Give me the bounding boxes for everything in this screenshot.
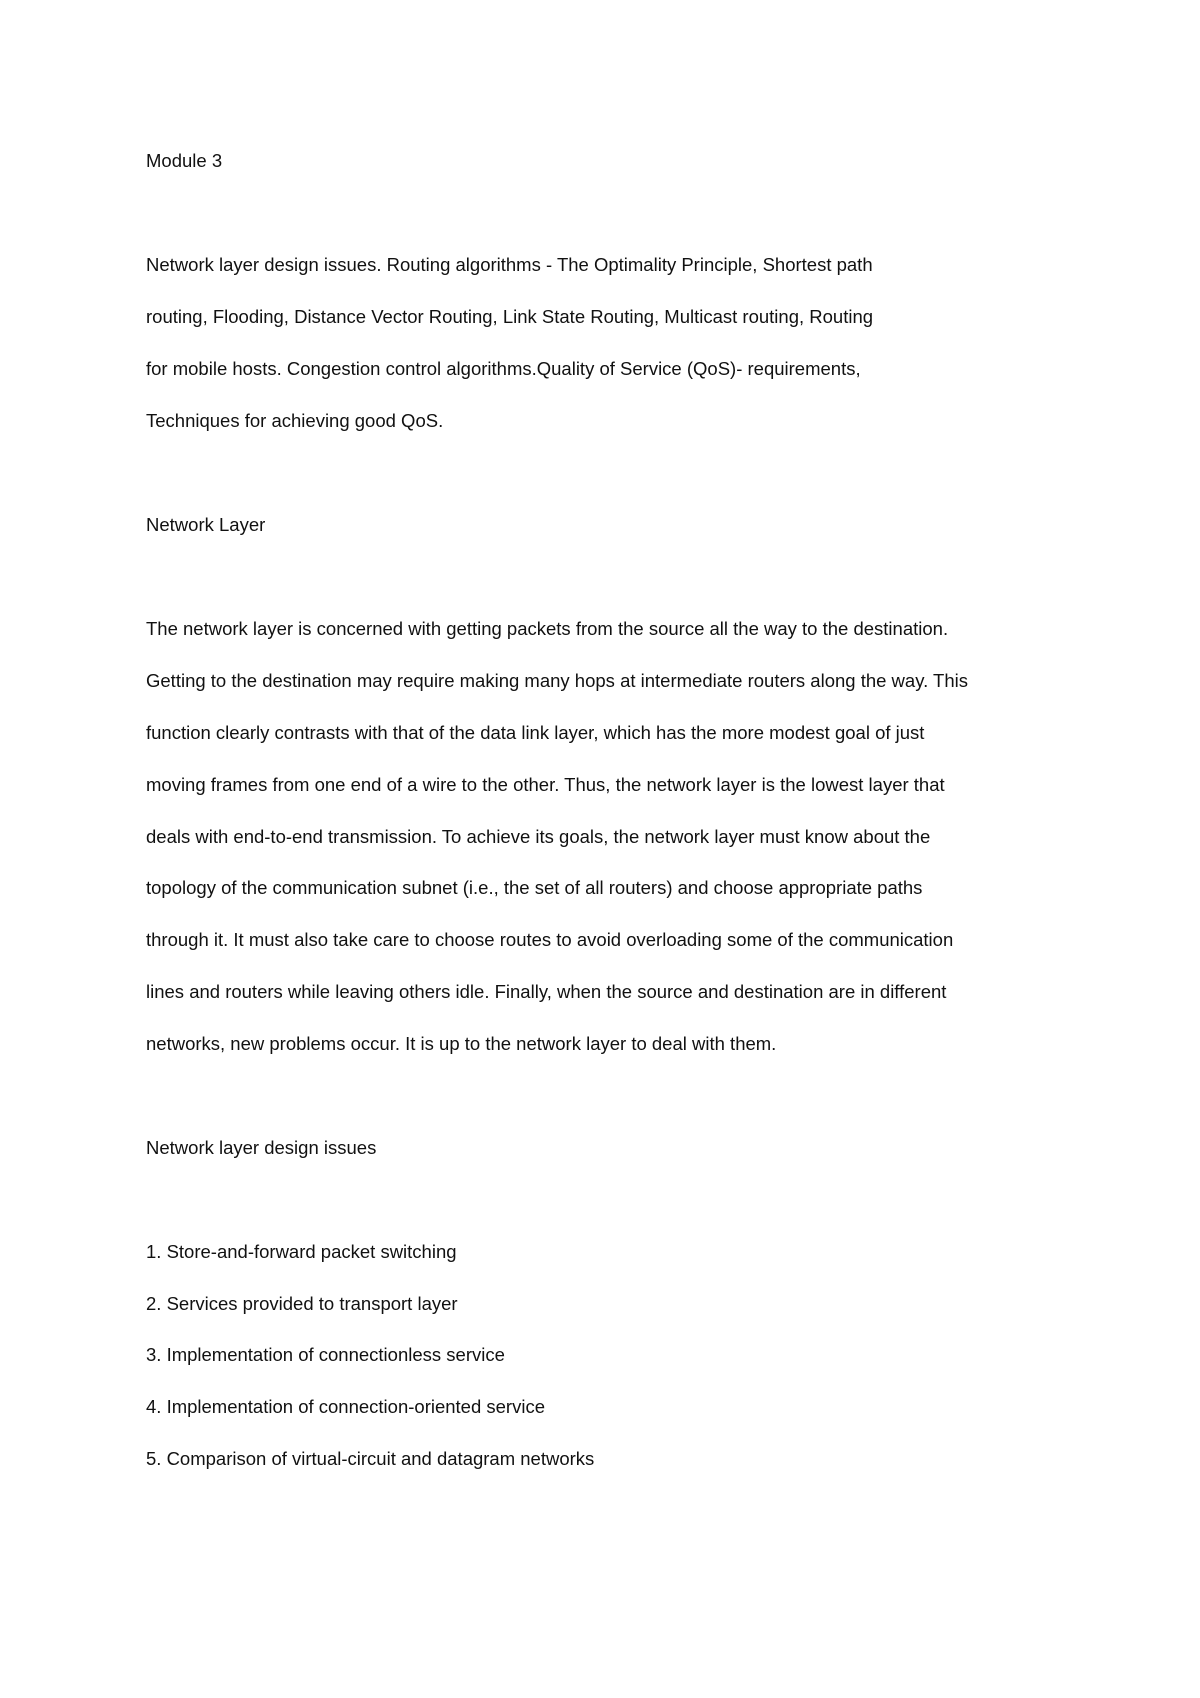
paragraph-line: topology of the communication subnet (i.e., the set of all routers) and choose appropriate paths	[146, 877, 923, 898]
list-item: 3. Implementation of connectionless service	[146, 1344, 505, 1365]
module-title: Module 3	[146, 150, 223, 171]
list-item: 2. Services provided to transport layer	[146, 1293, 458, 1314]
paragraph-line: The network layer is concerned with getting packets from the source all the way to the destination.	[146, 618, 949, 639]
syllabus-line: for mobile hosts. Congestion control algorithms.Quality of Service (QoS)- requirements,	[146, 358, 861, 379]
paragraph-line: lines and routers while leaving others idle. Finally, when the source and destination are in different	[146, 981, 947, 1002]
section-heading-network-layer: Network Layer	[146, 514, 266, 535]
list-item: 5. Comparison of virtual-circuit and datagram networks	[146, 1448, 595, 1469]
syllabus-line: Network layer design issues. Routing algorithms - The Optimality Principle, Shortest path	[146, 254, 873, 275]
paragraph-line: function clearly contrasts with that of the data link layer, which has the more modest goal of just	[146, 722, 925, 743]
list-item: 1. Store-and-forward packet switching	[146, 1241, 457, 1262]
section-heading-design-issues: Network layer design issues	[146, 1137, 377, 1158]
paragraph-line: networks, new problems occur. It is up to the network layer to deal with them.	[146, 1033, 777, 1054]
paragraph-line: moving frames from one end of a wire to the other. Thus, the network layer is the lowest layer that	[146, 774, 945, 795]
syllabus-line: routing, Flooding, Distance Vector Routing, Link State Routing, Multicast routing, Routing	[146, 306, 874, 327]
paragraph-line: Getting to the destination may require making many hops at intermediate routers along the way. This	[146, 670, 968, 691]
paragraph-line: through it. It must also take care to choose routes to avoid overloading some of the communication	[146, 929, 954, 950]
list-item: 4. Implementation of connection-oriented service	[146, 1396, 545, 1417]
syllabus-line: Techniques for achieving good QoS.	[146, 410, 444, 431]
paragraph-line: deals with end-to-end transmission. To achieve its goals, the network layer must know about the	[146, 826, 931, 847]
